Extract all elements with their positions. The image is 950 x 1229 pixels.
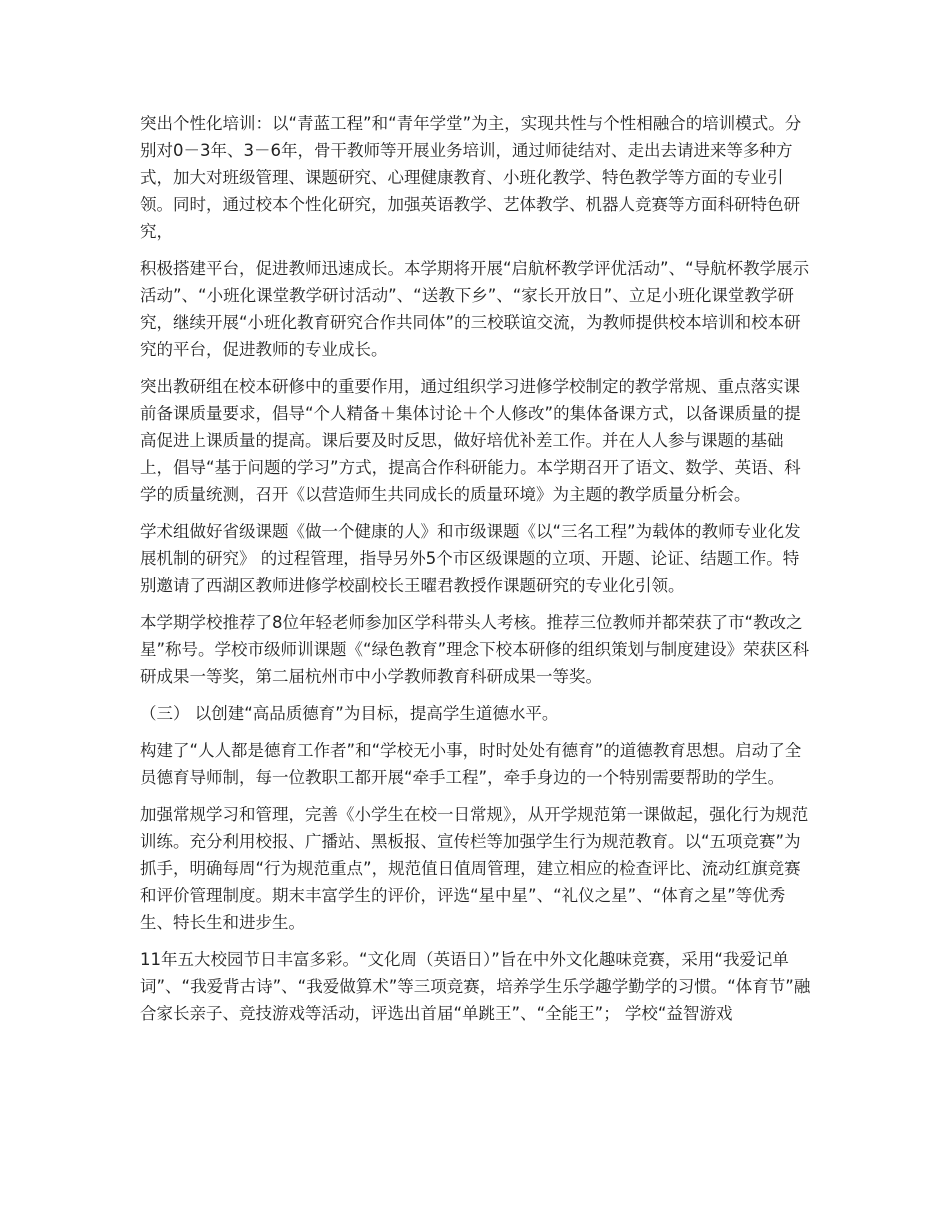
paragraph-teacher-awards: 本学期学校推荐了8位年轻老师参加区学科带头人考核。推荐三位教师并都荣获了市“教改之星”称号。学校市级师训课题《“绿色教育”理念下校本研修的组织策划与制度建设》荣获区科研成果一等奖，第二届杭州市中小学教师教育科研成果一等奖。	[140, 613, 810, 686]
paragraph-personalized-training: 突出个性化培训：以“青蓝工程”和“青年学堂”为主，实现共性与个性相融合的培训模式。分别对0－3年、3－6年，骨干教师等开展业务培训，通过师徒结对、走出去请进来等多种方式，加大对班级管理、课题研究、心理健康教育、小班化教学、特色教学等方面的专业引领。同时，通过校本个性化研究，加强英语教学、艺体教学、机器人竞赛等方面科研特色研究，	[140, 114, 802, 241]
paragraph-academic-group: 学术组做好省级课题《做一个健康的人》和市级课题《以“三名工程”为载体的教师专业化发展机制的研究》 的过程管理，指导另外5个市区级课题的立项、开题、论证、结题工作。特别邀请了西湖区教师进修学校副校长王曜君教授作课题研究的专业化引领。	[140, 522, 801, 595]
paragraph-teacher-platform: 积极搭建平台，促进教师迅速成长。本学期将开展“启航杯教学评优活动”、“导航杯教学展示活动”、“小班化课堂教学研讨活动”、“送教下乡”、“家长开放日”、立足小班化课堂教学研究，继续开展“小班化教育研究合作共同体”的三校联谊交流，为教师提供校本培训和校本研究的平台，促进教师的专业成长。	[140, 259, 810, 359]
section-heading-moral-education: （三） 以创建“高品质德育”为目标，提高学生道德水平。	[140, 704, 559, 723]
paragraph-campus-festivals: 11年五大校园节日丰富多彩。“文化周（英语日）”旨在中外文化趣味竞赛，采用“我爱记单词”、“我爱背古诗”、“我爱做算术”等三项竞赛，培养学生乐学趣学勤学的习惯。“体育节”融合家长亲子、竞技游戏等活动，评选出首届“单跳王”、“全能王”； 学校“益智游戏	[140, 950, 811, 1023]
document-body	[140, 110, 812, 1037]
paragraph-routine-management: 加强常规学习和管理，完善《小学生在校一日常规》，从开学规范第一课做起，强化行为规范训练。充分利用校报、广播站、黑板报、宣传栏等加强学生行为规范教育。以“五项竞赛”为抓手，明确每周“行为规范重点”，规范值日值周管理，建立相应的检查评比、流动红旗竞赛和评价管理制度。期末丰富学生的评价，评选“星中星”、“礼仪之星”、“体育之星”等优秀生、特长生和进步生。	[140, 805, 809, 932]
paragraph-teaching-research-group: 突出教研组在校本研修中的重要作用，通过组织学习进修学校制定的教学常规、重点落实课前备课质量要求，倡导“个人精备＋集体讨论＋个人修改”的集体备课方式，以备课质量的提高促进上课质量的提高。课后要及时反思，做好培优补差工作。并在人人参与课题的基础上，倡导“基于问题的学习”方式，提高合作科研能力。本学期召开了语文、数学、英语、科学的质量统测，召开《以营造师生共同成长的质量环境》为主题的教学质量分析会。	[140, 377, 801, 504]
paragraph-moral-education-thinking: 构建了“人人都是德育工作者”和“学校无小事，时时处处有德育”的道德教育思想。启动了全员德育导师制，每一位教职工都开展“牵手工程”，牵手身边的一个特别需要帮助的学生。	[140, 741, 802, 787]
